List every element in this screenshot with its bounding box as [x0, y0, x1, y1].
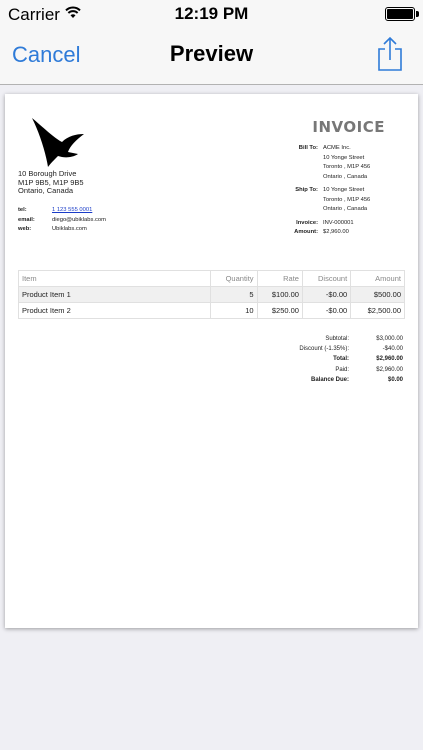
subtotal-label: Subtotal: — [325, 336, 349, 342]
discount-label: Discount (-1.35%): — [299, 346, 349, 353]
web-label: web: — [18, 226, 32, 232]
tel-link[interactable]: 1 123 555 0001 — [52, 207, 93, 213]
cell-amount: $500.00 — [351, 287, 405, 303]
cell-quantity: 10 — [211, 303, 258, 319]
email-label: email: — [18, 216, 35, 223]
bill-to-line: Ontario , Canada — [323, 173, 368, 180]
cell-item: Product Item 2 — [19, 303, 211, 319]
carrier-label: Carrier — [8, 5, 60, 24]
table-row — [19, 287, 405, 303]
totals-summary — [249, 334, 403, 385]
from-address — [18, 170, 84, 196]
line-items-table — [18, 270, 405, 319]
address-line: 10 Borough Drive — [18, 169, 77, 178]
contact-info — [18, 206, 106, 235]
total-label: Total: — [333, 356, 349, 363]
invoice-number: INV-000001 — [323, 219, 354, 226]
paid-label: Paid: — [335, 366, 349, 373]
ship-to-line: Ontario , Canada — [323, 206, 368, 212]
bill-to-line: Toronto , M1P 456 — [323, 164, 371, 170]
cell-quantity: 5 — [211, 287, 258, 303]
amount-label: Amount: — [294, 229, 318, 235]
subtotal-value: $3,000.00 — [376, 336, 403, 342]
table-row — [19, 303, 405, 319]
ship-to-line: 10 Yonge Street — [323, 187, 365, 193]
page-title: Preview — [169, 41, 254, 66]
address-line: Ontario, Canada — [18, 186, 74, 195]
email-value: diego@ubiklabs.com — [52, 216, 106, 223]
cell-discount: -$0.00 — [302, 303, 350, 319]
invoice-document — [5, 94, 418, 628]
navigation-bar — [0, 28, 423, 85]
address-line: M1P 9B5, M1P 9B5 — [18, 177, 84, 187]
invoice-number-label: Invoice: — [296, 219, 318, 226]
status-bar — [0, 0, 423, 28]
column-header-quantity: Quantity — [211, 271, 258, 287]
total-value: $2,960.00 — [376, 356, 403, 363]
web-value: Ubiklabs.com — [52, 226, 87, 232]
cell-discount: -$0.00 — [302, 287, 350, 303]
company-logo-icon — [32, 118, 88, 168]
column-header-rate: Rate — [257, 271, 302, 287]
amount-value: $2,960.00 — [323, 229, 349, 235]
ship-to-line: Toronto , M1P 456 — [323, 196, 371, 203]
cell-rate: $250.00 — [257, 303, 302, 319]
cancel-button[interactable]: Cancel — [12, 42, 81, 67]
discount-value: -$40.00 — [382, 346, 403, 353]
column-header-amount: Amount — [351, 271, 405, 287]
cell-amount: $2,500.00 — [351, 303, 405, 319]
balance-due-label: Balance Due: — [310, 376, 349, 383]
balance-due-value: $0.00 — [387, 376, 403, 383]
paid-value: $2,960.00 — [376, 366, 403, 373]
ship-to-label: Ship To: — [295, 187, 318, 193]
bill-to-label: Bill To: — [298, 145, 318, 151]
clock: 12:19 PM — [174, 4, 249, 23]
invoice-title: INVOICE — [312, 118, 385, 136]
column-header-discount: Discount — [302, 271, 350, 287]
tel-label: tel: — [18, 207, 27, 213]
cell-item: Product Item 1 — [19, 287, 211, 303]
battery-icon — [385, 7, 415, 21]
bill-to-line: 10 Yonge Street — [323, 154, 365, 161]
cell-rate: $100.00 — [257, 287, 302, 303]
table-header-row — [19, 271, 405, 287]
share-icon[interactable] — [377, 36, 403, 72]
bill-to-line: ACME Inc. — [323, 145, 351, 151]
column-header-item: Item — [19, 271, 211, 287]
billing-info — [280, 144, 370, 238]
